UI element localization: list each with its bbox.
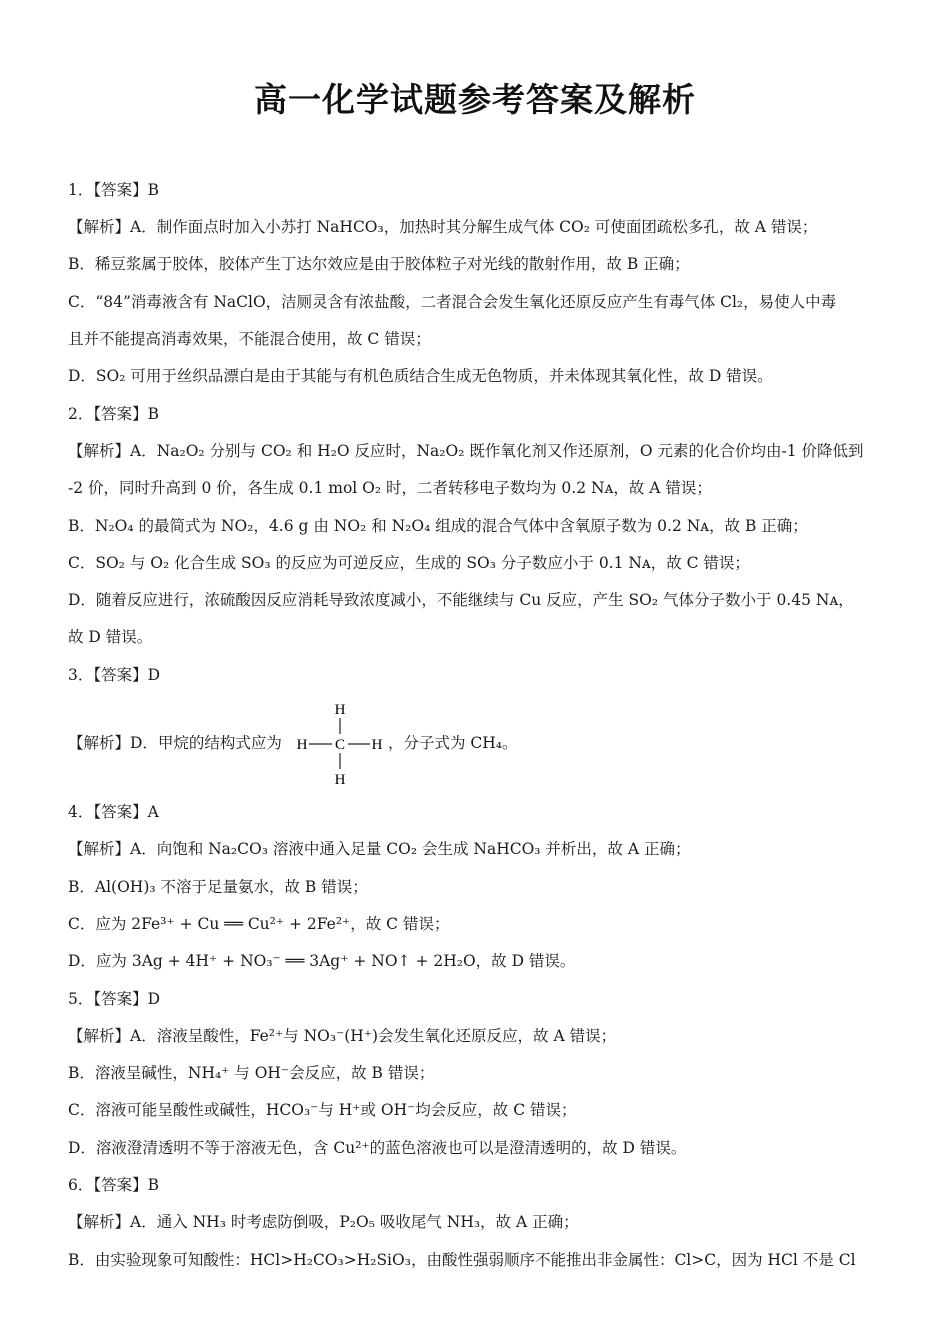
q1-analysis-c-line2: 且并不能提高消毒效果，不能混合使用，故 C 错误； [68,330,431,348]
q2-analysis-a-line1: 【解析】A．Na₂O₂ 分别与 CO₂ 和 H₂O 反应时，Na₂O₂ 既作氧化剂又作还原剂，O 元素的化合价均由-1 价降低到 [68,442,864,460]
q6-analysis-b: B．由实验现象可知酸性：HCl>H₂CO₃>H₂SiO₃，由酸性强弱顺序不能推出非金属性：Cl>C，因为 HCl 不是 Cl [68,1251,856,1269]
methane-right-h: H [371,737,383,753]
q2-analysis-b: B．N₂O₄ 的最简式为 NO₂，4.6 g 由 NO₂ 和 N₂O₄ 组成的混合气体中含氧原子数为 0.2 Nᴀ，故 B 正确； [68,517,808,535]
q2-analysis-d-line1: D．随着反应进行，浓硫酸因反应消耗导致浓度减小，不能继续与 Cu 反应，产生 SO₂ 气体分子数小于 0.45 Nᴀ， [68,591,854,609]
q2-analysis-c: C．SO₂ 与 O₂ 化合生成 SO₃ 的反应为可逆反应，生成的 SO₃ 分子数应小于 0.1 Nᴀ，故 C 错误； [68,554,750,572]
q4-analysis-b: B．Al(OH)₃ 不溶于足量氨水，故 B 错误； [68,878,368,896]
q1-analysis-d: D．SO₂ 可用于丝织品漂白是由于其能与有机色质结合生成无色物质，并未体现其氧化性，故 D 错误。 [68,367,773,385]
q1-analysis-a: 【解析】A．制作面点时加入小苏打 NaHCO₃，加热时其分解生成气体 CO₂ 可使面团疏松多孔，故 A 错误； [68,218,818,236]
q1-analysis-b: B．稀豆浆属于胶体，胶体产生丁达尔效应是由于胶体粒子对光线的散射作用，故 B 正确； [68,255,690,273]
q1-analysis-c-line1: C．“84”消毒液含有 NaClO，洁厕灵含有浓盐酸，二者混合会发生氧化还原反应产生有毒气体 Cl₂，易使人中毒 [68,293,837,311]
methane-left-h: H [296,737,308,753]
q5-answer: 5．【答案】D [68,990,161,1008]
q3-answer: 3．【答案】D [68,666,161,684]
methane-top-h: H [334,702,346,718]
methane-structural-formula [298,698,388,788]
q6-answer: 6．【答案】B [68,1176,160,1194]
document-title: 高一化学试题参考答案及解析 [254,80,696,119]
q2-analysis-d-line2: 故 D 错误。 [68,628,153,646]
q4-analysis-a: 【解析】A．向饱和 Na₂CO₃ 溶液中通入足量 CO₂ 会生成 NaHCO₃ 并析出，故 A 正确； [68,840,691,858]
methane-bottom-h: H [334,772,346,788]
q5-analysis-a: 【解析】A．溶液呈酸性，Fe²⁺与 NO₃⁻(H⁺)会发生氧化还原反应，故 A 错误； [68,1027,617,1045]
q5-analysis-d: D．溶液澄清透明不等于溶液无色，含 Cu²⁺的蓝色溶液也可以是澄清透明的，故 D 错误。 [68,1139,687,1157]
q2-analysis-a-line2: -2 价，同时升高到 0 价，各生成 0.1 mol O₂ 时，二者转移电子数均为 0.2 Nᴀ，故 A 错误； [68,479,712,497]
q1-answer: 1．【答案】B [68,181,160,199]
q4-analysis-c: C．应为 2Fe³⁺ + Cu ══ Cu²⁺ + 2Fe²⁺，故 C 错误； [68,915,450,933]
q4-answer: 4．【答案】A [68,803,159,821]
q6-analysis-a: 【解析】A．通入 NH₃ 时考虑防倒吸，P₂O₅ 吸收尾气 NH₃，故 A 正确； [68,1213,579,1231]
methane-center-c: C [334,737,346,753]
q3-analysis-suffix: ，分子式为 CH₄。 [388,734,518,752]
q4-analysis-d: D．应为 3Ag + 4H⁺ + NO₃⁻ ══ 3Ag⁺ + NO↑ + 2H₂O，故 D 错误。 [68,952,576,970]
q5-analysis-c: C．溶液可能呈酸性或碱性，HCO₃⁻与 H⁺或 OH⁻均会反应，故 C 错误； [68,1101,577,1119]
q5-analysis-b: B．溶液呈碱性，NH₄⁺ 与 OH⁻会反应，故 B 错误； [68,1064,435,1082]
q2-answer: 2．【答案】B [68,405,160,423]
q3-analysis-prefix: 【解析】D．甲烷的结构式应为 [68,734,282,752]
